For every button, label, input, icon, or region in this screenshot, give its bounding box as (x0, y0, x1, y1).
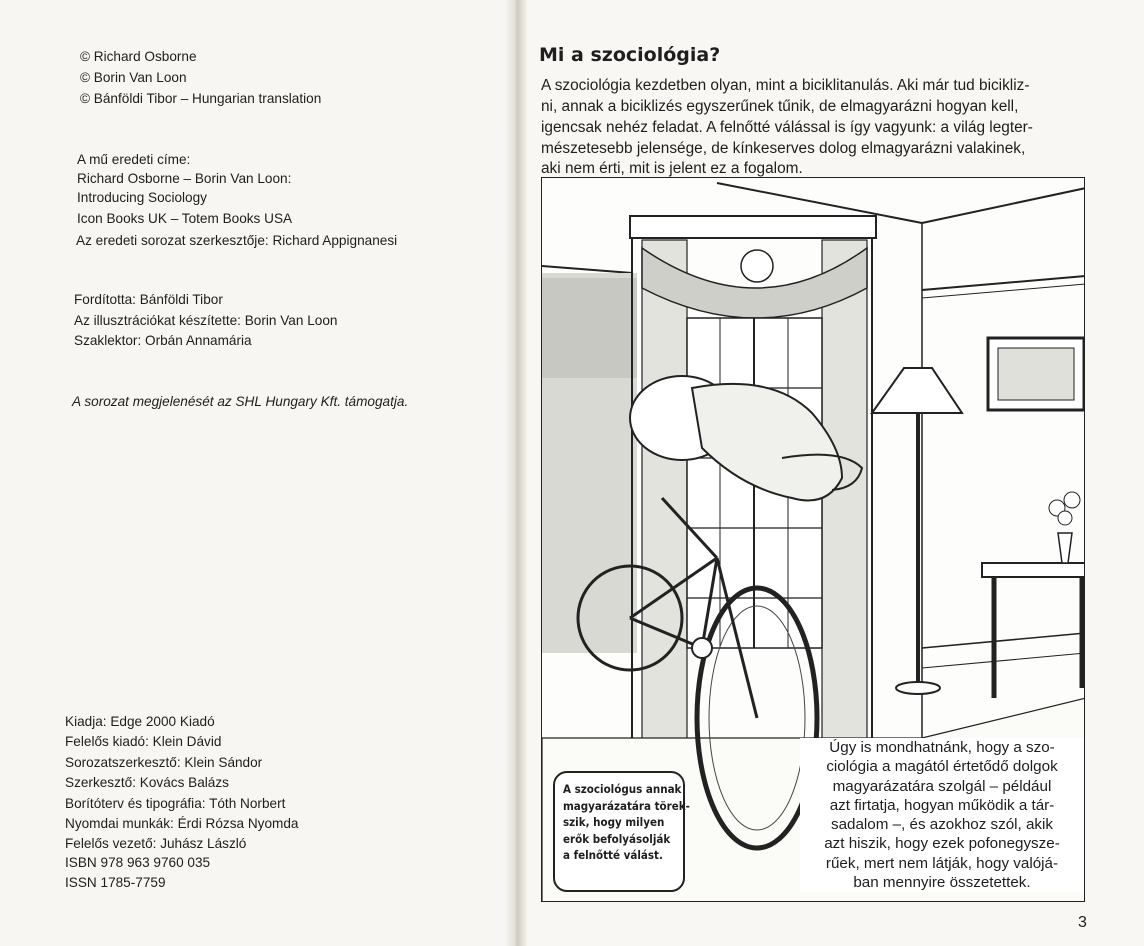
credit-line: Fordította: Bánföldi Tibor (74, 292, 223, 307)
imprint-line: ISSN 1785-7759 (65, 875, 166, 890)
caption-line: ban mennyire összetettek. (853, 874, 1031, 892)
copyright-line: © Richard Osborne (80, 49, 197, 64)
page-number: 3 (1078, 914, 1087, 931)
imprint-line: Felelős vezető: Juhász László (65, 836, 247, 851)
caption-line: sadalom –, és azokhoz szól, akik (830, 816, 1053, 834)
speech-bubble-line: a felnőtté válást. (563, 848, 663, 862)
speech-bubble-line: erők befolyásolják (563, 831, 671, 846)
body-line: igencsak nehéz feladat. A felnőtté válással is így vagyunk: a világ legter- (541, 119, 1033, 136)
caption-line: rűek, mert nem látják, hogy valójá- (825, 854, 1059, 872)
credit-line: Szaklektor: Orbán Annamária (74, 333, 252, 348)
imprint-line: Borítóterv és tipográfia: Tóth Norbert (65, 796, 286, 811)
caption-line: ciológia a magától értetődő dolgok (826, 758, 1058, 776)
speech-bubble-line: A szociológus annak (563, 782, 682, 796)
speech-bubble-line: magyarázatára törek- (563, 798, 690, 813)
support-note: A sorozat megjelenését az SHL Hungary Kft. támogatja. (72, 394, 409, 409)
original-title-line: Richard Osborne – Borin Van Loon: (77, 171, 292, 186)
page-title: Mi a szociológia? (539, 44, 721, 66)
speech-bubble-line: szik, hogy milyen (563, 815, 665, 829)
original-title-line: Icon Books UK – Totem Books USA (77, 211, 293, 226)
caption-line: magyarázatára szolgál – például (832, 777, 1052, 795)
body-line: A szociológia kezdetben olyan, mint a biciklitanulás. Aki már tud bicikliz- (541, 77, 1030, 94)
caption-line: Úgy is mondhatnánk, hogy a szo- (829, 739, 1055, 756)
imprint-line: ISBN 978 963 9760 035 (65, 855, 211, 870)
caption-line: azt hiszik, hogy ezek pofonegysze- (824, 835, 1060, 853)
body-line: aki nem érti, mit is jelent ez a fogalom. (541, 160, 803, 177)
credit-line: Az illusztrációkat készítette: Borin Van Loon (74, 313, 338, 328)
original-title-line: Introducing Sociology (77, 190, 207, 205)
body-line: mészetesebb jelensége, de kínkeserves dolog elmagyarázni valakinek, (541, 140, 1026, 157)
imprint-line: Szerkesztő: Kovács Balázs (65, 775, 229, 790)
copyright-line: © Bánföldi Tibor – Hungarian translation (80, 91, 322, 106)
original-title-line: A mű eredeti címe: (77, 152, 191, 167)
imprint-line: Sorozatszerkesztő: Klein Sándor (65, 755, 263, 770)
imprint-line: Nyomdai munkák: Érdi Rózsa Nyomda (65, 816, 299, 831)
book-gutter (505, 0, 527, 946)
original-title-line: Az eredeti sorozat szerkesztője: Richard Appignanesi (76, 233, 398, 248)
copyright-line: © Borin Van Loon (80, 70, 187, 85)
imprint-line: Kiadja: Edge 2000 Kiadó (65, 714, 215, 729)
speech-bubble (553, 771, 690, 892)
imprint-line: Felelős kiadó: Klein Dávid (65, 734, 222, 749)
caption-line: azt firtatja, hogyan működik a tár- (829, 796, 1055, 814)
body-line: ni, annak a biciklizés egyszerűnek tűnik, de elmagyarázni hogyan kell, (541, 98, 1019, 115)
caption-box (800, 738, 1084, 892)
